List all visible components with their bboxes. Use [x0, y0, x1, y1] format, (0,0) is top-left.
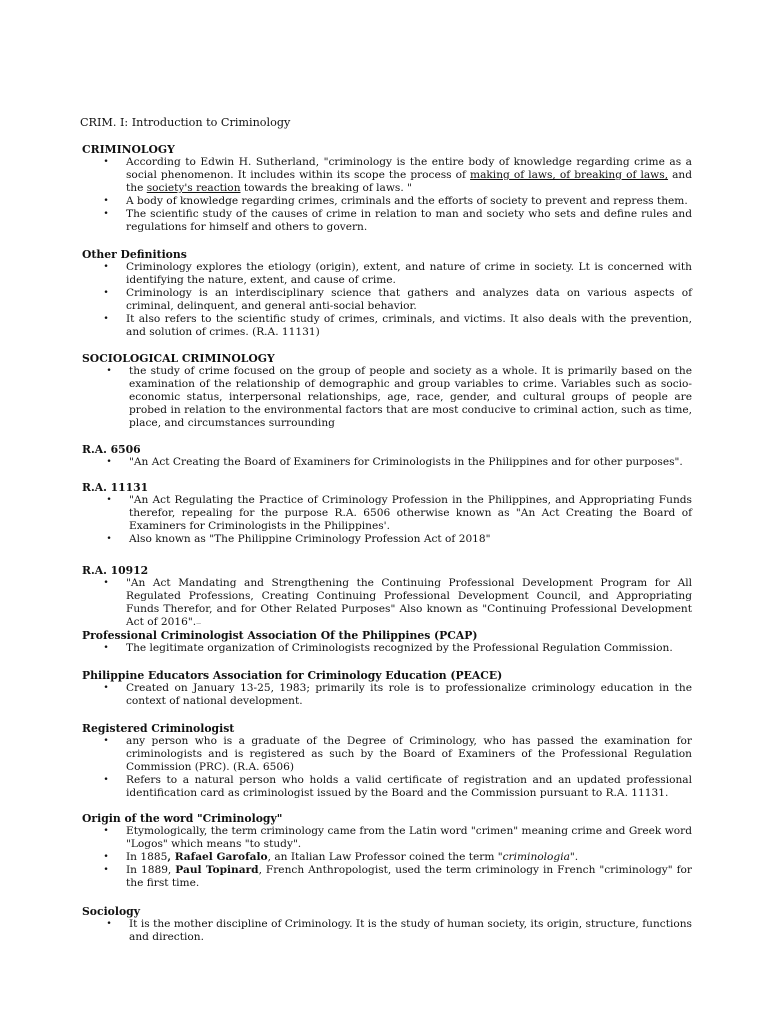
bullet-icon: •	[103, 262, 109, 272]
list-item	[82, 313, 692, 339]
list-item	[82, 864, 692, 890]
italic-text: "criminologia"	[497, 851, 575, 863]
ra-6506-list	[82, 456, 692, 469]
list-item	[82, 195, 692, 208]
list-item-text: Also known as "The Philippine Criminology Profession Act of 2018"	[129, 533, 491, 545]
bullet-icon: •	[103, 578, 109, 588]
ra-11131-list	[82, 494, 692, 546]
sociological-list	[82, 365, 692, 430]
section-registered-criminologist	[82, 722, 692, 800]
list-item-text: Criminology is an interdisciplinary science that gathers and analyzes data on various aspects of criminal, delinquent, and general anti-social behavior.	[126, 287, 692, 312]
list-item	[82, 261, 692, 287]
list-item	[82, 533, 692, 546]
bullet-icon: •	[103, 209, 109, 219]
bullet-icon: •	[103, 736, 109, 746]
list-item	[82, 735, 692, 774]
bullet-icon: •	[103, 683, 109, 693]
bullet-icon: •	[103, 196, 109, 206]
list-item	[82, 456, 692, 469]
bullet-icon: •	[103, 288, 109, 298]
heading-other-definitions: Other Definitions	[82, 248, 187, 261]
section-criminology	[82, 143, 692, 234]
list-item-text: any person who is a graduate of the Degree of Criminology, who has passed the examination for criminologists and is registered as such by the Board of Examiners of the Professional Regulation Commission (PRC). (R.A. 6506)	[126, 735, 692, 773]
section-pcap	[82, 629, 692, 655]
bullet-icon: •	[106, 366, 112, 376]
list-item-text: "An Act Creating the Board of Examiners for Criminologists in the Philippines and for other purposes".	[129, 456, 683, 468]
heading-criminology: CRIMINOLOGY	[82, 143, 175, 156]
bullet-icon: •	[106, 457, 112, 467]
list-item-text: "An Act Regulating the Practice of Criminology Profession in the Philippines, and Appropriating Funds therefor, repealing for the purpose R.A. 6506 otherwise known as "An Act Creating the Board of Examiners for Criminologists in the Philippines'.	[129, 494, 692, 532]
list-item-text: It also refers to the scientific study of crimes, criminals, and victims. It also deals with the prevention, and solution of crimes. (R.A. 11131)	[126, 313, 692, 338]
origin-list	[82, 825, 692, 890]
text-run: and the	[126, 169, 693, 194]
sociology-list	[82, 918, 692, 944]
bullet-icon: •	[106, 495, 112, 505]
text-run: In 1889,	[126, 864, 176, 876]
text-run: towards the breaking of laws. "	[240, 182, 412, 194]
small-mark: —	[196, 621, 202, 627]
section-origin	[82, 812, 692, 890]
section-sociological-criminology	[82, 352, 692, 430]
heading-ra-11131: R.A. 11131	[82, 481, 149, 494]
list-item	[82, 156, 692, 195]
section-sociology	[82, 905, 692, 944]
list-item	[82, 287, 692, 313]
peace-list	[82, 682, 692, 708]
list-item-text	[126, 156, 692, 195]
other-definitions-list	[82, 261, 692, 339]
heading-pcap: Professional Criminologist Association Of the Philippines (PCAP)	[82, 629, 478, 642]
bullet-icon: •	[103, 314, 109, 324]
bullet-icon: •	[103, 643, 109, 653]
heading-ra-6506: R.A. 6506	[82, 443, 141, 456]
text-run: , French Anthropologist, used the term criminology in French "criminology" for the first time.	[126, 864, 692, 889]
list-item-text: Etymologically, the term criminology came from the Latin word "crimen" meaning crime and Greek word "Logos" which means "to study".	[126, 825, 692, 850]
criminology-list	[82, 156, 692, 234]
pcap-list	[82, 642, 692, 655]
list-item	[82, 365, 692, 430]
list-item	[82, 577, 692, 631]
bullet-icon: •	[106, 919, 112, 929]
bullet-icon: •	[103, 157, 109, 167]
section-ra-10912	[82, 564, 692, 631]
section-ra-6506	[82, 443, 692, 469]
section-other-definitions	[82, 248, 692, 339]
list-item	[82, 494, 692, 533]
underlined-text: society's reaction	[146, 182, 241, 194]
text-run: .	[574, 851, 579, 863]
heading-registered-criminologist: Registered Criminologist	[82, 722, 235, 735]
list-item-text	[126, 864, 692, 890]
list-item-text	[126, 577, 692, 631]
list-item	[82, 774, 692, 800]
list-item-text: Created on January 13-25, 1983; primarily its role is to professionalize criminology education in the context of national development.	[126, 682, 692, 707]
list-item	[82, 642, 692, 655]
text-run: According to Edwin H. Sutherland, "criminology is the entire body of knowledge regarding crime as a social phenomenon. It includes within its scope the process of	[126, 156, 692, 181]
bullet-icon: •	[103, 826, 109, 836]
list-item-text: Refers to a natural person who holds a valid certificate of registration and an updated professional identification card as criminologist issued by the Board and the Commission pursuant to R.A. 11131.	[126, 774, 692, 799]
list-item-text: Criminology explores the etiology (origin), extent, and nature of crime in society. Lt is concerned with identifying the nature, extent, and cause of crime.	[126, 261, 692, 286]
section-peace	[82, 669, 692, 708]
text-run: , an Italian Law Professor coined the term	[267, 851, 498, 863]
text-run: In 1885	[126, 851, 168, 863]
list-item-text: the study of crime focused on the group of people and society as a whole. It is primarily based on the examination of the relationship of demographic and group variables to crime. Variables such as socio-economic status, interpersonal relationships, age, race, gender, and cultural groups of people are probed in relation to the environmental factors that are most conducive to criminal action, such as time, place, and circumstances surrounding	[129, 365, 692, 429]
section-ra-11131	[82, 481, 692, 546]
list-item-text	[126, 851, 692, 864]
list-item	[82, 682, 692, 708]
list-item	[82, 208, 692, 234]
document-title: CRIM. I: Introduction to Criminology	[80, 116, 291, 129]
registered-list	[82, 735, 692, 800]
list-item-text: A body of knowledge regarding crimes, criminals and the efforts of society to prevent and repress them.	[126, 195, 688, 207]
heading-sociology: Sociology	[82, 905, 141, 918]
heading-ra-10912: R.A. 10912	[82, 564, 149, 577]
bullet-icon: •	[103, 865, 109, 875]
heading-sociological-criminology: SOCIOLOGICAL CRIMINOLOGY	[82, 352, 275, 365]
bullet-icon: •	[103, 775, 109, 785]
bullet-icon: •	[106, 534, 112, 544]
underlined-text: making of laws, of breaking of laws,	[470, 169, 669, 181]
list-item	[82, 918, 692, 944]
list-item-text: The scientific study of the causes of crime in relation to man and society who sets and define rules and regulations for himself and others to govern.	[126, 208, 692, 233]
text-run: "An Act Mandating and Strengthening the Continuing Professional Development Program for All Regulated Professions, Creating Continuing Professional Development Council, and Appropriating Funds Therefor, and for Other Related Purposes" Also known as "Continuing Professional Development Act of 2016".	[126, 577, 692, 628]
list-item	[82, 851, 692, 864]
ra-10912-list	[82, 577, 692, 631]
bold-text: Paul Topinard	[175, 864, 259, 876]
list-item-text: The legitimate organization of Criminologists recognized by the Professional Regulation Commission.	[126, 642, 673, 654]
heading-peace: Philippine Educators Association for Criminology Education (PEACE)	[82, 669, 503, 682]
list-item-text: It is the mother discipline of Criminology. It is the study of human society, its origin, structure, functions and direction.	[129, 918, 692, 943]
bold-text: , Rafael Garofalo	[167, 851, 268, 863]
heading-origin: Origin of the word "Criminology"	[82, 812, 283, 825]
list-item	[82, 825, 692, 851]
bullet-icon: •	[103, 852, 109, 862]
